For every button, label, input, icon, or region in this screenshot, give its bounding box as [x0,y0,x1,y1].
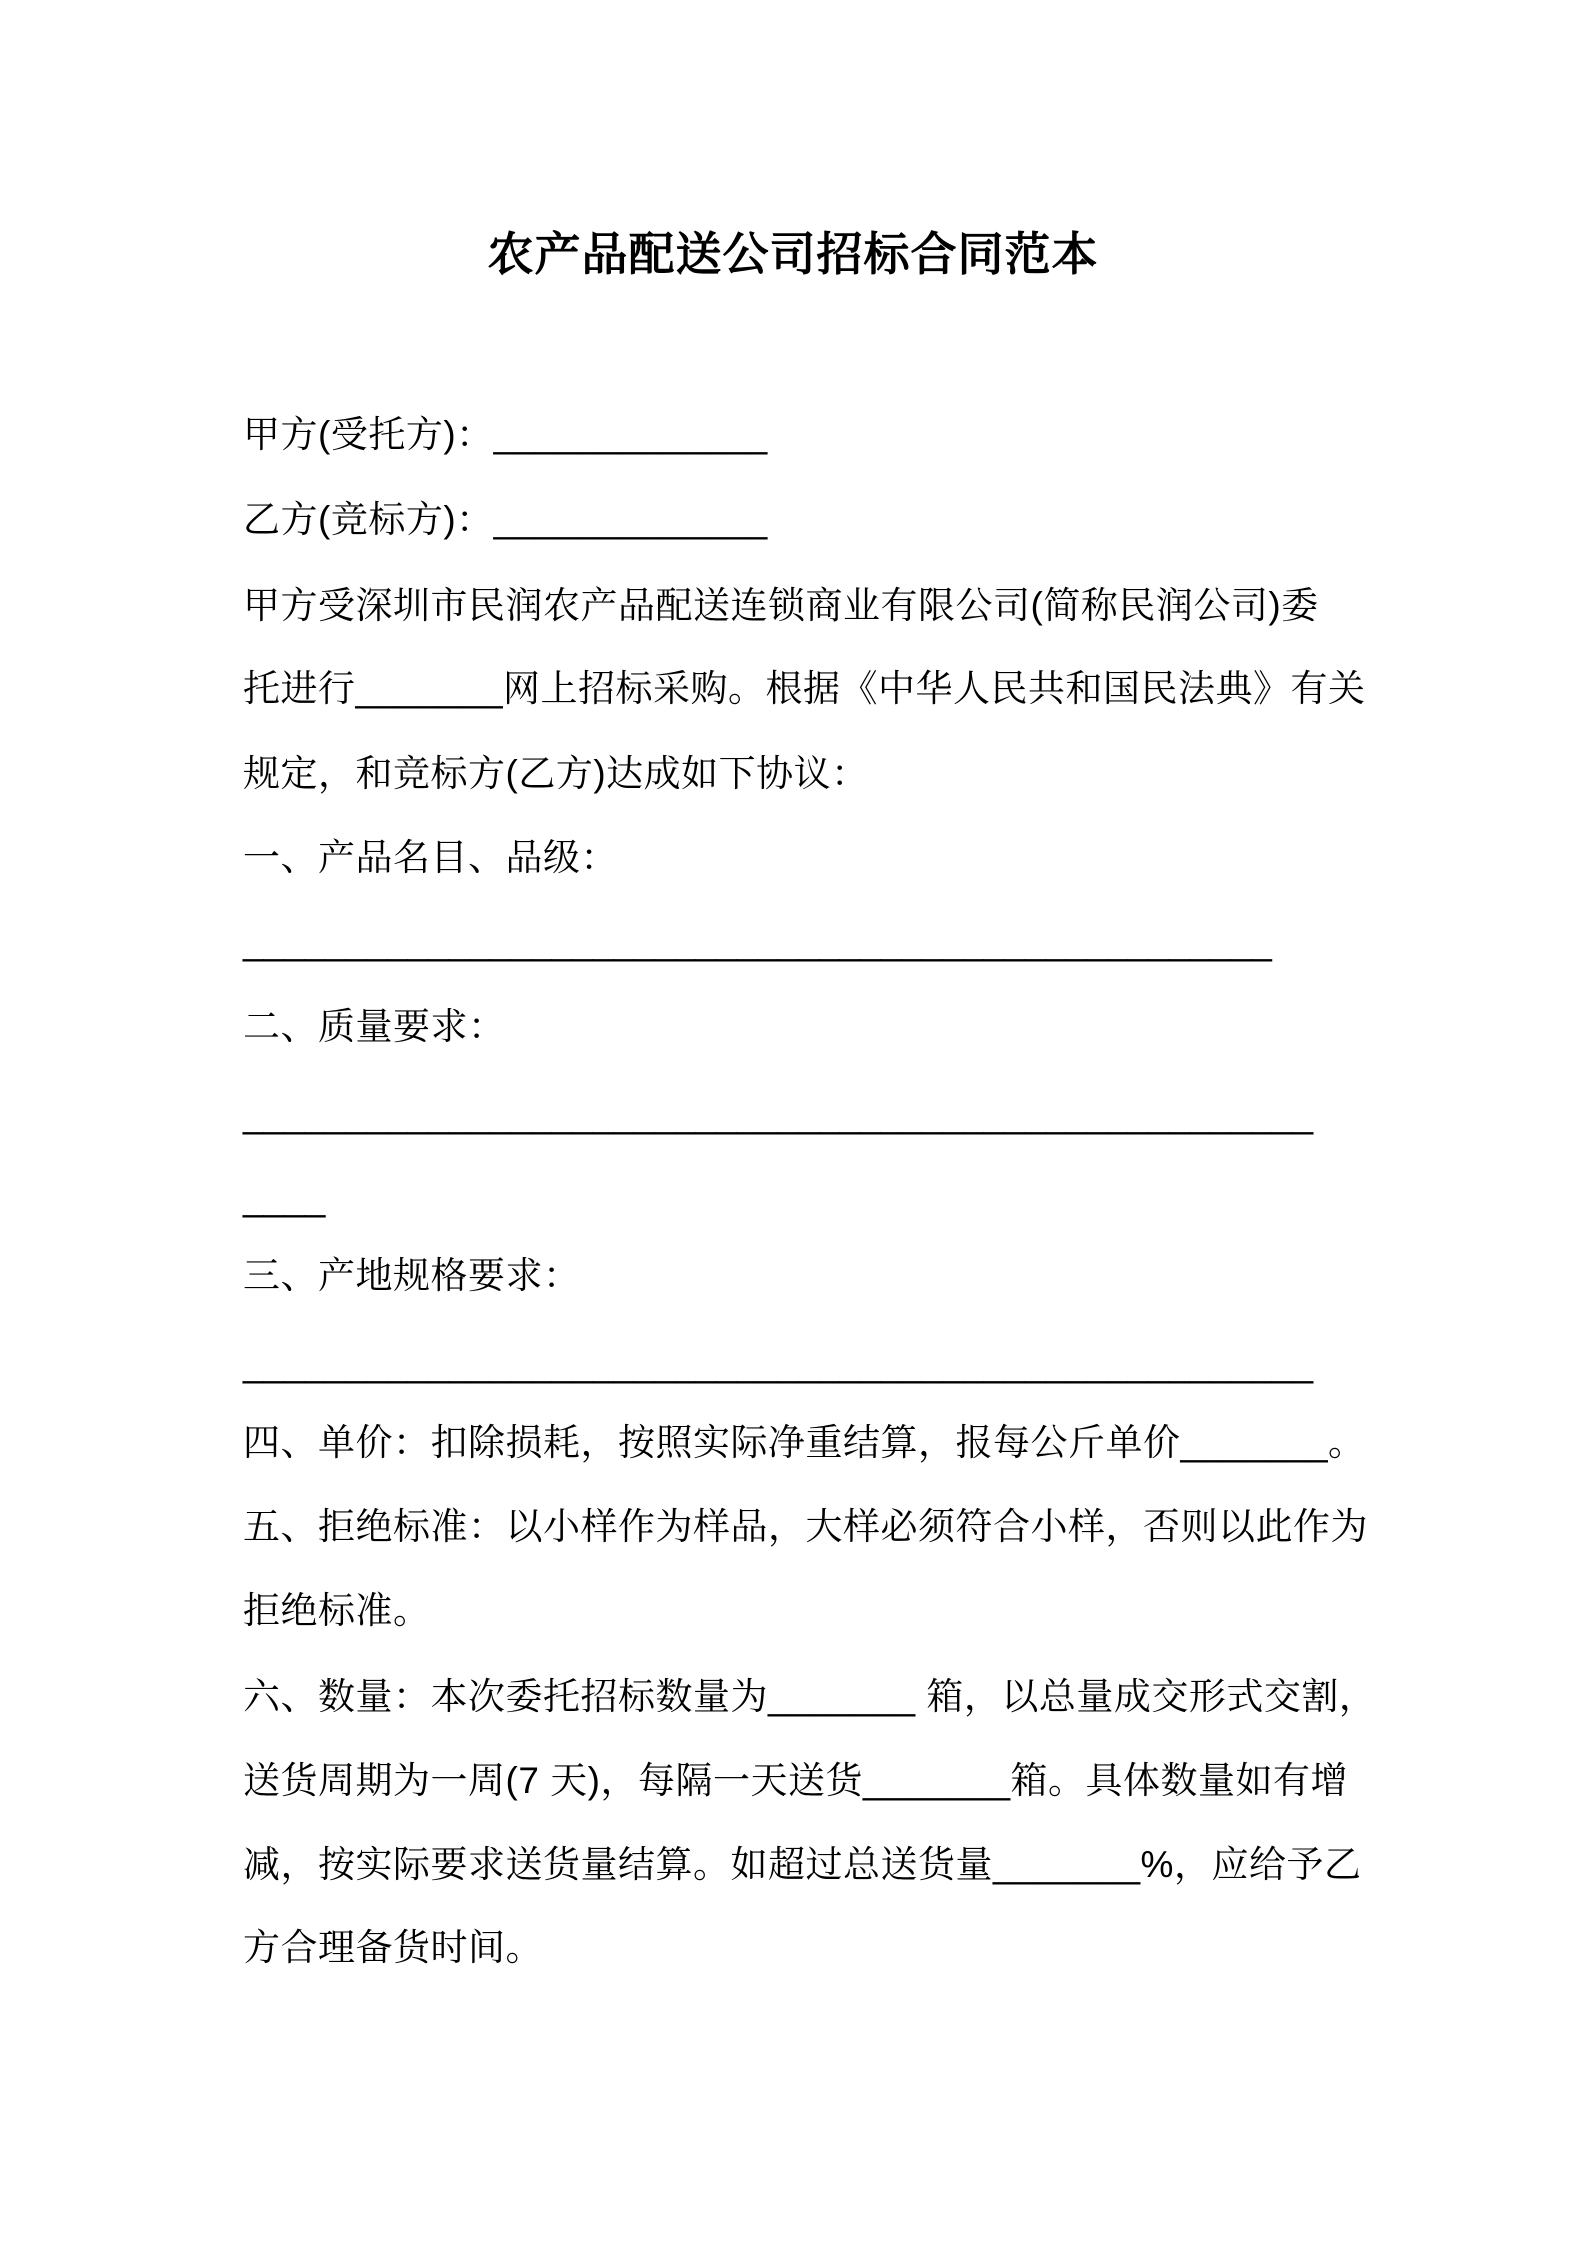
intro-line-2: 托进行_______网上招标采购。根据《中华人民共和国民法典》有关 [243,668,1366,709]
section-2-blank: ____________________________________________________ [243,1094,1314,1135]
section-1-blank: __________________________________________________ [243,921,1272,962]
section-6-line-4: 方合理备货时间。 [243,1927,543,1968]
section-2-heading: 二、质量要求： [243,1006,506,1047]
intro-line-3: 规定，和竞标方(乙方)达成如下协议： [243,753,869,794]
section-6-line-1: 六、数量：本次委托招标数量为_______ 箱，以总量成交形式交割， [243,1676,1377,1717]
section-2-blank-cont: ____ [243,1177,326,1218]
party-a-line: 甲方(受托方)：_____________ [243,414,768,455]
party-b-line: 乙方(竞标方)：_____________ [243,499,768,540]
section-5-line-1: 五、拒绝标准：以小样作为样品，大样必须符合小样，否则以此作为 [243,1506,1368,1547]
document-title: 农产品配送公司招标合同范本 [487,228,1099,280]
section-1-heading: 一、产品名目、品级： [243,837,618,878]
section-3-heading: 三、产地规格要求： [243,1255,581,1296]
section-5-line-2: 拒绝标准。 [243,1590,431,1631]
intro-line-1: 甲方受深圳市民润农产品配送连锁商业有限公司(简称民润公司)委 [243,585,1319,626]
section-6-line-3: 减，按实际要求送货量结算。如超过总送货量_______%，应给予乙 [243,1844,1362,1885]
section-4-line: 四、单价：扣除损耗，按照实际净重结算，报每公斤单价_______。 [243,1422,1366,1463]
section-3-blank: ____________________________________________________ [243,1343,1314,1384]
section-6-line-2: 送货周期为一周(7 天)，每隔一天送货_______箱。具体数量如有增 [243,1760,1349,1801]
